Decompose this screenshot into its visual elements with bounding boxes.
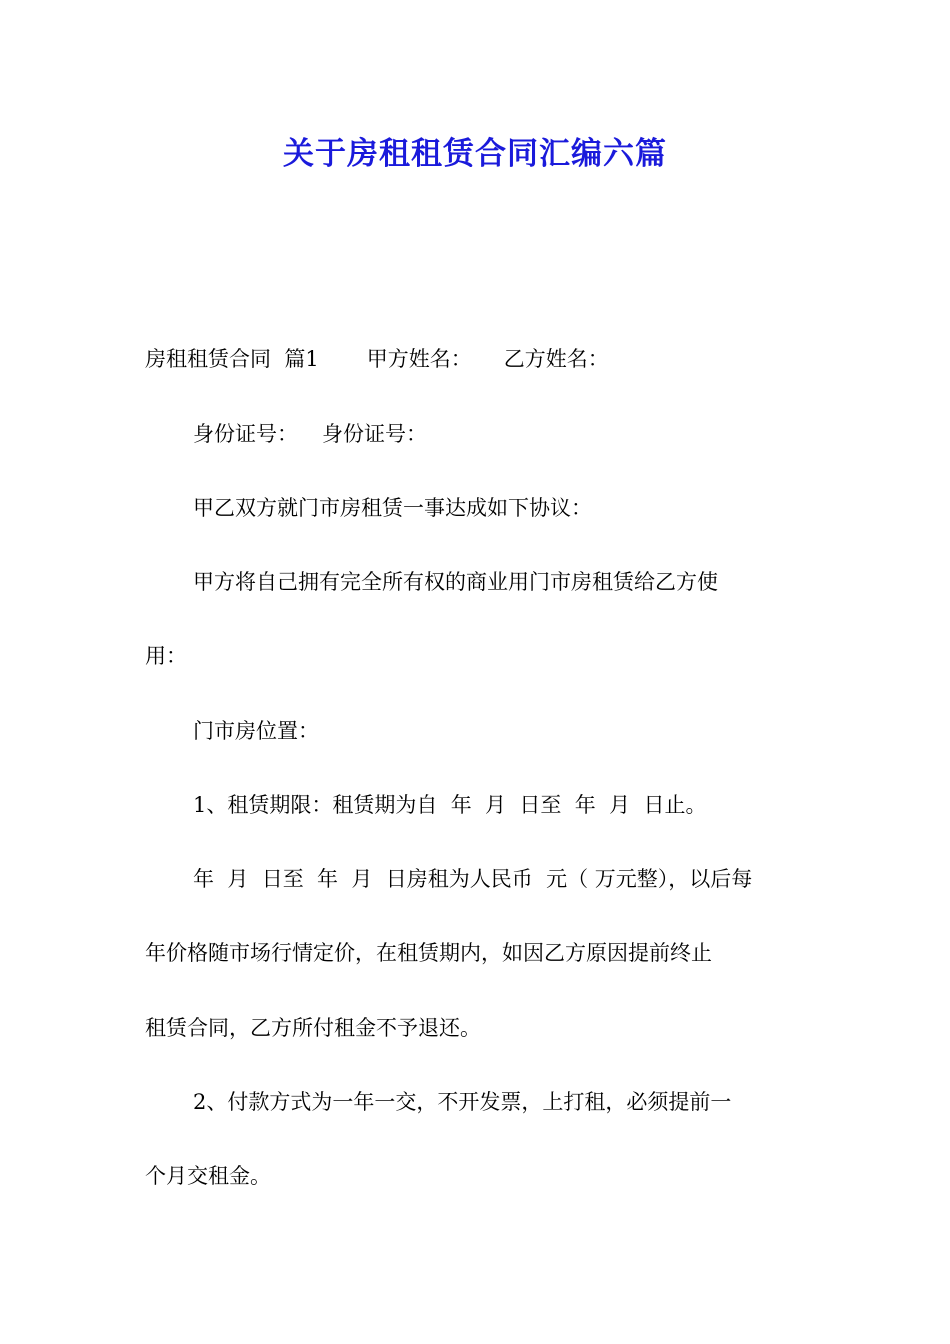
id-number-line xyxy=(193,419,427,449)
paragraph-line: 个月交租金。 xyxy=(145,1164,271,1188)
contract-section-label: 房租租赁合同 篇1 xyxy=(145,347,319,371)
lease-term-clause: 1、租赁期限：租赁期为自 年 月 日至 年 月 日止。 xyxy=(193,793,707,817)
party-a-id-label: 身份证号： xyxy=(193,422,298,446)
party-b-id-label: 身份证号： xyxy=(322,422,427,446)
party-b-name-label: 乙方姓名： xyxy=(503,347,609,371)
contract-heading-line xyxy=(145,344,609,374)
party-a-name-label: 甲方姓名： xyxy=(366,347,472,371)
paragraph-line: 年价格随市场行情定价，在租赁期内，如因乙方原因提前终止 xyxy=(145,941,712,965)
paragraph-line: 甲方将自己拥有完全所有权的商业用门市房租赁给乙方使 xyxy=(193,570,718,594)
agreement-intro: 甲乙双方就门市房租赁一事达成如下协议： xyxy=(193,496,592,520)
location-label: 门市房位置： xyxy=(193,719,319,743)
paragraph-line: 租赁合同，乙方所付租金不予退还。 xyxy=(145,1016,481,1040)
document-title: 关于房租租赁合同汇编六篇 xyxy=(283,136,667,172)
payment-clause: 2、付款方式为一年一交，不开发票，上打租，必须提前一 xyxy=(193,1090,732,1114)
paragraph-line: 用： xyxy=(145,644,187,668)
paragraph-line: 年 月 日至 年 月 日房租为人民币 元（ 万元整），以后每 xyxy=(193,867,753,891)
